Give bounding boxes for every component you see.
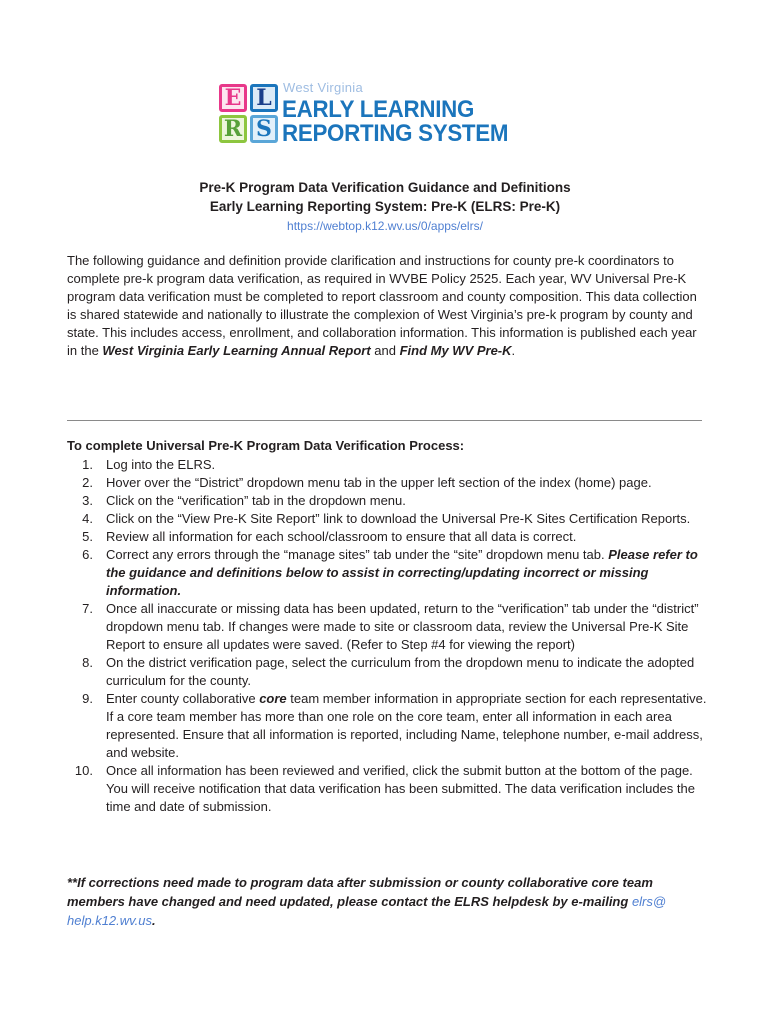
step-text: Once all information has been reviewed and verified, click the submit button at the bottom of the page. You will receive notification that data verification has been submitted. The data verification includes the time and date of submission.	[106, 763, 695, 814]
logo-block-r: R	[219, 115, 247, 143]
intro-and: and	[370, 343, 400, 358]
document-title: Pre-K Program Data Verification Guidance and Definitions	[199, 180, 571, 195]
step-text: Once all inaccurate or missing data has been updated, return to the “verification” tab under the “district” dropdown menu tab. If changes were made to site or classroom data, review the Universal Pre-K Site Report to ensure all updates were saved. (Refer to Step #4 for viewing the report)	[106, 601, 699, 652]
step-number: 5.	[82, 529, 93, 544]
logo-block-e: E	[219, 84, 247, 112]
steps-list	[67, 456, 707, 816]
step-text-pre: Enter county collaborative	[106, 691, 260, 706]
step-item	[67, 528, 707, 546]
step-number: 4.	[82, 511, 93, 526]
step-text: Log into the ELRS.	[106, 457, 216, 472]
intro-text: The following guidance and definition provide clarification and instructions for county pre-k coordinators to complete pre-k program data verification, as required in WVBE Policy 2525. Each year, WV Universal Pre-K program data verification must be completed to report classroom and county composition. This data collection is shared statewide and nationally to illustrate the complexion of West Virginia’s pre-k program by county and state. This includes access, enrollment, and collaboration information. This information is published each year in the	[67, 253, 697, 358]
step-number: 2.	[82, 475, 93, 490]
step-item	[67, 654, 707, 690]
step-text: Hover over the “District” dropdown menu tab in the upper left section of the index (home) page.	[106, 475, 652, 490]
step-number: 7.	[82, 601, 93, 616]
logo-line-1: EARLY LEARNING	[282, 96, 475, 123]
step-item	[67, 600, 707, 654]
document-subtitle: Early Learning Reporting System: Pre-K (ELRS: Pre-K)	[209, 199, 561, 214]
logo-block-s: S	[250, 115, 278, 143]
step-item	[67, 474, 707, 492]
step-text: team member information in appropriate section for each representative. If a core team member has more than one role on the core team, enter all information in each area represented. Ensure that all information is reported, including Name, telephone number, e-mail address, and website.	[106, 691, 707, 760]
note-text: **If corrections need made to program data after submission or county collaborative core team members have changed and need updated, please contact the ELRS helpdesk by e-mailing	[67, 875, 653, 909]
step-item	[67, 456, 707, 474]
intro-end: .	[511, 343, 516, 358]
find-my-prek-title: Find My WV Pre-K	[399, 343, 512, 358]
step-item	[67, 492, 707, 510]
step-number: 6.	[82, 547, 93, 562]
steps-heading: To complete Universal Pre-K Program Data Verification Process:	[67, 438, 465, 453]
step-item	[67, 546, 707, 600]
intro-paragraph	[67, 252, 707, 360]
step-text: On the district verification page, select the curriculum from the dropdown menu to indicate the adopted curriculum for the county.	[106, 655, 695, 688]
logo-state-text: West Virginia	[283, 80, 364, 95]
logo-block-l: L	[250, 84, 278, 112]
elrs-logo	[219, 82, 539, 148]
step-text: Click on the “verification” tab in the dropdown menu.	[106, 493, 406, 508]
step-text: Click on the “View Pre-K Site Report” link to download the Universal Pre-K Sites Certification Reports.	[106, 511, 691, 526]
logo-line-2: REPORTING SYSTEM	[282, 120, 509, 147]
step-text: Review all information for each school/classroom to ensure that all data is correct.	[106, 529, 577, 544]
step-item	[67, 762, 707, 816]
elrs-url-link[interactable]: https://webtop.k12.wv.us/0/apps/elrs/	[287, 219, 483, 233]
step-emphasis-core: core	[259, 691, 287, 706]
step-number: 9.	[82, 691, 93, 706]
step-number: 10.	[74, 763, 93, 778]
step-item	[67, 510, 707, 528]
annual-report-title: West Virginia Early Learning Annual Report	[102, 343, 371, 358]
step-emphasis: Please refer to the guidance and definitions below to assist in correcting/updating incorrect or missing information.	[106, 547, 698, 598]
section-divider	[67, 420, 702, 421]
step-text: Correct any errors through the “manage sites” tab under the “site” dropdown menu tab.	[106, 547, 609, 562]
step-number: 8.	[82, 655, 93, 670]
step-number: 1.	[82, 457, 93, 472]
step-item	[67, 690, 707, 762]
helpdesk-email-link[interactable]: elrs@ help.k12.wv.us	[67, 894, 667, 928]
note-end: .	[152, 913, 156, 928]
helpdesk-note	[67, 873, 707, 930]
step-number: 3.	[82, 493, 93, 508]
